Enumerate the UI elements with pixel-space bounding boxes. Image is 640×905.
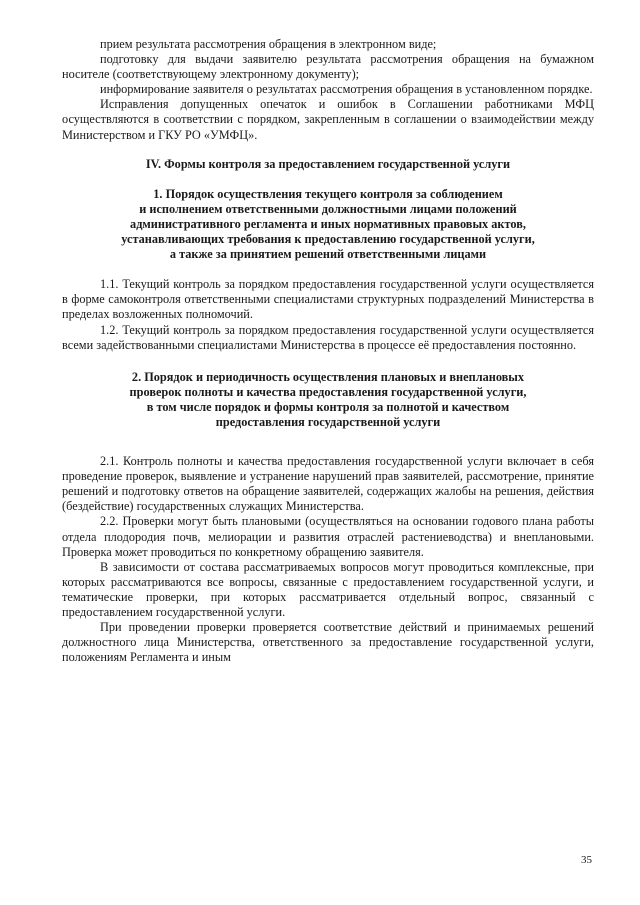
paragraph-2-2: 2.2. Проверки могут быть плановыми (осуществляться на основании годового плана работы отдела плодородия почв, мелиорации и развития отраслей растениеводства) и внеплановыми. Проверка может проводиться по конкретному обращению заявителя. bbox=[62, 514, 594, 559]
subsection1-title-line: 1. Порядок осуществления текущего контроля за соблюдением bbox=[153, 186, 503, 201]
subsection2-heading bbox=[62, 370, 594, 430]
subsection2-title-line: предоставления государственной услуги bbox=[215, 414, 441, 429]
subsection2-title-line: 2. Порядок и периодичность осуществления плановых и внеплановых bbox=[131, 369, 525, 384]
list-item-inform-applicant: информирование заявителя о результатах рассмотрения обращения в установленном порядке. bbox=[100, 82, 593, 97]
subsection2-title-line: проверок полноты и качества предоставления государственной услуги, bbox=[129, 384, 527, 399]
list-item-receive-electronic: прием результата рассмотрения обращения в электронном виде; bbox=[100, 37, 437, 51]
paragraph-1-1: 1.1. Текущий контроль за порядком предоставления государственной услуги осуществляется в форме самоконтроля ответственными специалистами структурных подразделений Министерства в пределах возложенных полномочий. bbox=[62, 277, 594, 322]
subsection2-body bbox=[62, 454, 594, 665]
document-body bbox=[62, 37, 594, 665]
paragraph-2-1: 2.1. Контроль полноты и качества предоставления государственной услуги включает в себя проведение проверок, выявление и устранение нарушений прав заявителей, рассмотрение, принятие решений и подготовку ответов на обращение заявителей, содержащих жалобы на решения, действия (бездействие) государственных служащих Министерства. bbox=[62, 454, 594, 514]
subsection1-title-line: а также за принятием решений ответственными лицами bbox=[169, 247, 487, 262]
subsection2-title-line: в том числе порядок и формы контроля за полнотой и качеством bbox=[146, 399, 510, 414]
subsection1-title-line: и исполнением ответственными должностными лицами положений bbox=[139, 201, 517, 216]
paragraph-check-conformity: При проведении проверки проверяется соответствие действий и принимаемых решений должностного лица Министерства, ответственного за предоставление государственной услуги, положениям Регламента и иным bbox=[62, 620, 594, 665]
paragraph-check-types: В зависимости от состава рассматриваемых вопросов могут проводиться комплексные, при которых рассматриваются все вопросы, связанные с предоставлением государственной услуги, и тематические проверки, при которых рассматривается отдельный вопрос, связанный с предоставлением государственной услуги. bbox=[62, 559, 594, 619]
section-title: IV. Формы контроля за предоставлением государственной услуги bbox=[145, 156, 511, 171]
subsection1-heading bbox=[62, 187, 594, 262]
page-number: 35 bbox=[581, 854, 592, 866]
paragraph-corrections: Исправления допущенных опечаток и ошибок в Соглашении работниками МФЦ осуществляются в соответствии с порядком, закрепленным в соглашении о взаимодействии между Министерством и ГКУ РО «УМФЦ». bbox=[62, 97, 594, 142]
subsection1-body bbox=[62, 277, 594, 352]
list-item-prepare-paper: подготовку для выдачи заявителю результата рассмотрения обращения на бумажном носителе (соответствующему электронному документу); bbox=[62, 52, 594, 82]
subsection1-title-line: административного регламента и иных нормативных правовых актов, bbox=[130, 216, 526, 231]
paragraph-1-2: 1.2. Текущий контроль за порядком предоставления государственной услуги осуществляется всеми задействованными специалистами Министерства в процессе её предоставления постоянно. bbox=[62, 322, 594, 352]
subsection1-title-line: устанавливающих требования к предоставлению государственной услуги, bbox=[121, 232, 535, 247]
